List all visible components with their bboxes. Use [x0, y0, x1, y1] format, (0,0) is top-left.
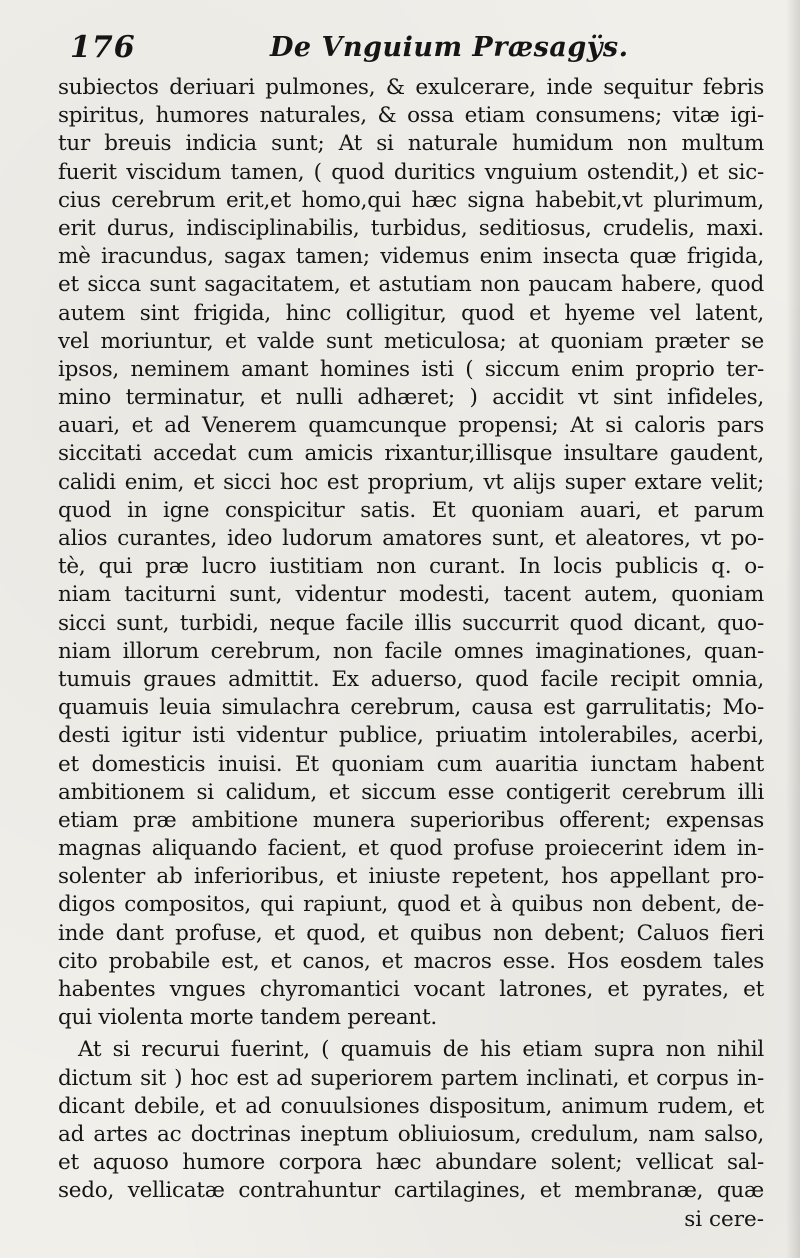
paragraph-2 — [58, 1036, 764, 1205]
text-line: dicant debile, et ad conuulsiones dispositum, animum rudem, et — [58, 1093, 764, 1119]
text-line: cito probabile est, et canos, et macros esse. Hos eosdem tales — [58, 948, 764, 974]
text-line: siccitati accedat cum amicis rixantur,illisque insultare gaudent, — [58, 441, 764, 467]
text-line: dictum sit ) hoc est ad superiorem partem inclinati, et corpus in- — [58, 1065, 764, 1091]
body-text — [58, 74, 764, 1234]
text-line: niam illorum cerebrum, non facile omnes imaginationes, quan- — [58, 638, 764, 664]
text-line: spiritus, humores naturales, & ossa etiam consumens; vitæ igi- — [58, 103, 764, 129]
text-line: desti igitur isti videntur publice, priuatim intolerabiles, acerbi, — [58, 723, 764, 749]
text-line: inde dant profuse, et quod, et quibus non debent; Caluos fieri — [58, 920, 764, 946]
text-line: sedo, vellicatæ contrahuntur cartilagines, et membranæ, quæ — [58, 1178, 764, 1204]
text-line: tur breuis indicia sunt; At si naturale humidum non multum — [58, 131, 764, 157]
text-line: ad artes ac doctrinas ineptum obliuiosum, credulum, nam salso, — [58, 1121, 764, 1147]
text-line: et aquoso humore corpora hæc abundare solent; vellicat sal- — [58, 1150, 764, 1176]
text-line: quamuis leuia simulachra cerebrum, causa est garrulitatis; Mo- — [58, 695, 764, 721]
page-edge-shadow — [786, 0, 800, 1258]
text-line: erit durus, indisciplinabilis, turbidus, seditiosus, crudelis, maxi. — [58, 215, 764, 241]
text-line: mino terminatur, et nulli adhæret; ) accidit vt sint infideles, — [58, 385, 764, 411]
text-line: digos compositos, qui rapiunt, quod et à quibus non debent, de- — [58, 892, 764, 918]
text-line: et domesticis inuisi. Et quoniam cum auaritia iunctam habent — [58, 751, 764, 777]
text-line: quod in igne conspicitur satis. Et quoniam auari, et parum — [58, 497, 764, 523]
text-line: tumuis graues admittit. Ex aduerso, quod facile recipit omnia, — [58, 666, 764, 692]
text-line: qui violenta morte tandem pereant. — [58, 1005, 437, 1031]
text-line: ambitionem si calidum, et siccum esse contigerit cerebrum illi — [58, 779, 764, 805]
text-line: niam taciturni sunt, videntur modesti, tacent autem, quoniam — [58, 582, 764, 608]
catchword: si cere- — [684, 1206, 764, 1232]
text-line: etiam præ ambitione munera superioribus offerent; expensas — [58, 807, 764, 833]
text-line: auari, et ad Venerem quamcunque propensi; At si caloris pars — [58, 413, 764, 439]
text-line: tè, qui præ lucro iustitiam non curant. In locis publicis q. o- — [58, 554, 764, 580]
page-number: 176 — [70, 30, 136, 65]
text-line: mè iracundus, sagax tamen; videmus enim insecta quæ frigida, — [58, 244, 764, 270]
text-line: calidi enim, et sicci hoc est proprium, vt alijs super extare velit; — [58, 469, 764, 495]
text-line: At si recurui fuerint, ( quamuis de his etiam supra non nihil — [78, 1037, 764, 1063]
text-line: cius cerebrum erit,et homo,qui hæc signa habebit,vt plurimum, — [58, 187, 764, 213]
text-line: ipsos, neminem amant homines isti ( siccum enim proprio ter- — [58, 356, 764, 382]
text-line: magnas aliquando facient, et quod profuse proiecerint idem in- — [58, 836, 764, 862]
text-line: habentes vngues chyromantici vocant latrones, et pyrates, et — [58, 977, 764, 1002]
text-line: fuerit viscidum tamen, ( quod duritics vnguium ostendit,) et sic- — [58, 159, 764, 185]
text-line: subiectos deriuari pulmones, & exulcerare, inde sequitur febris — [58, 75, 764, 100]
text-line: sicci sunt, turbidi, neque facile illis succurrit quod dicant, quo- — [58, 610, 764, 636]
running-title: De Vnguium Præsagÿs. — [270, 32, 629, 63]
page-header — [70, 30, 770, 74]
text-line: alios curantes, ideo ludorum amatores sunt, et aleatores, vt po- — [58, 526, 764, 551]
paragraph-1 — [58, 74, 764, 1032]
text-line: solenter ab inferioribus, et iniuste repetent, hos appellant pro- — [58, 864, 764, 890]
text-line: vel moriuntur, et valde sunt meticulosa; at quoniam præter se — [58, 328, 764, 354]
text-line: autem sint frigida, hinc colligitur, quod et hyeme vel latent, — [58, 300, 764, 326]
text-line: et sicca sunt sagacitatem, et astutiam non paucam habere, quod — [58, 272, 764, 298]
